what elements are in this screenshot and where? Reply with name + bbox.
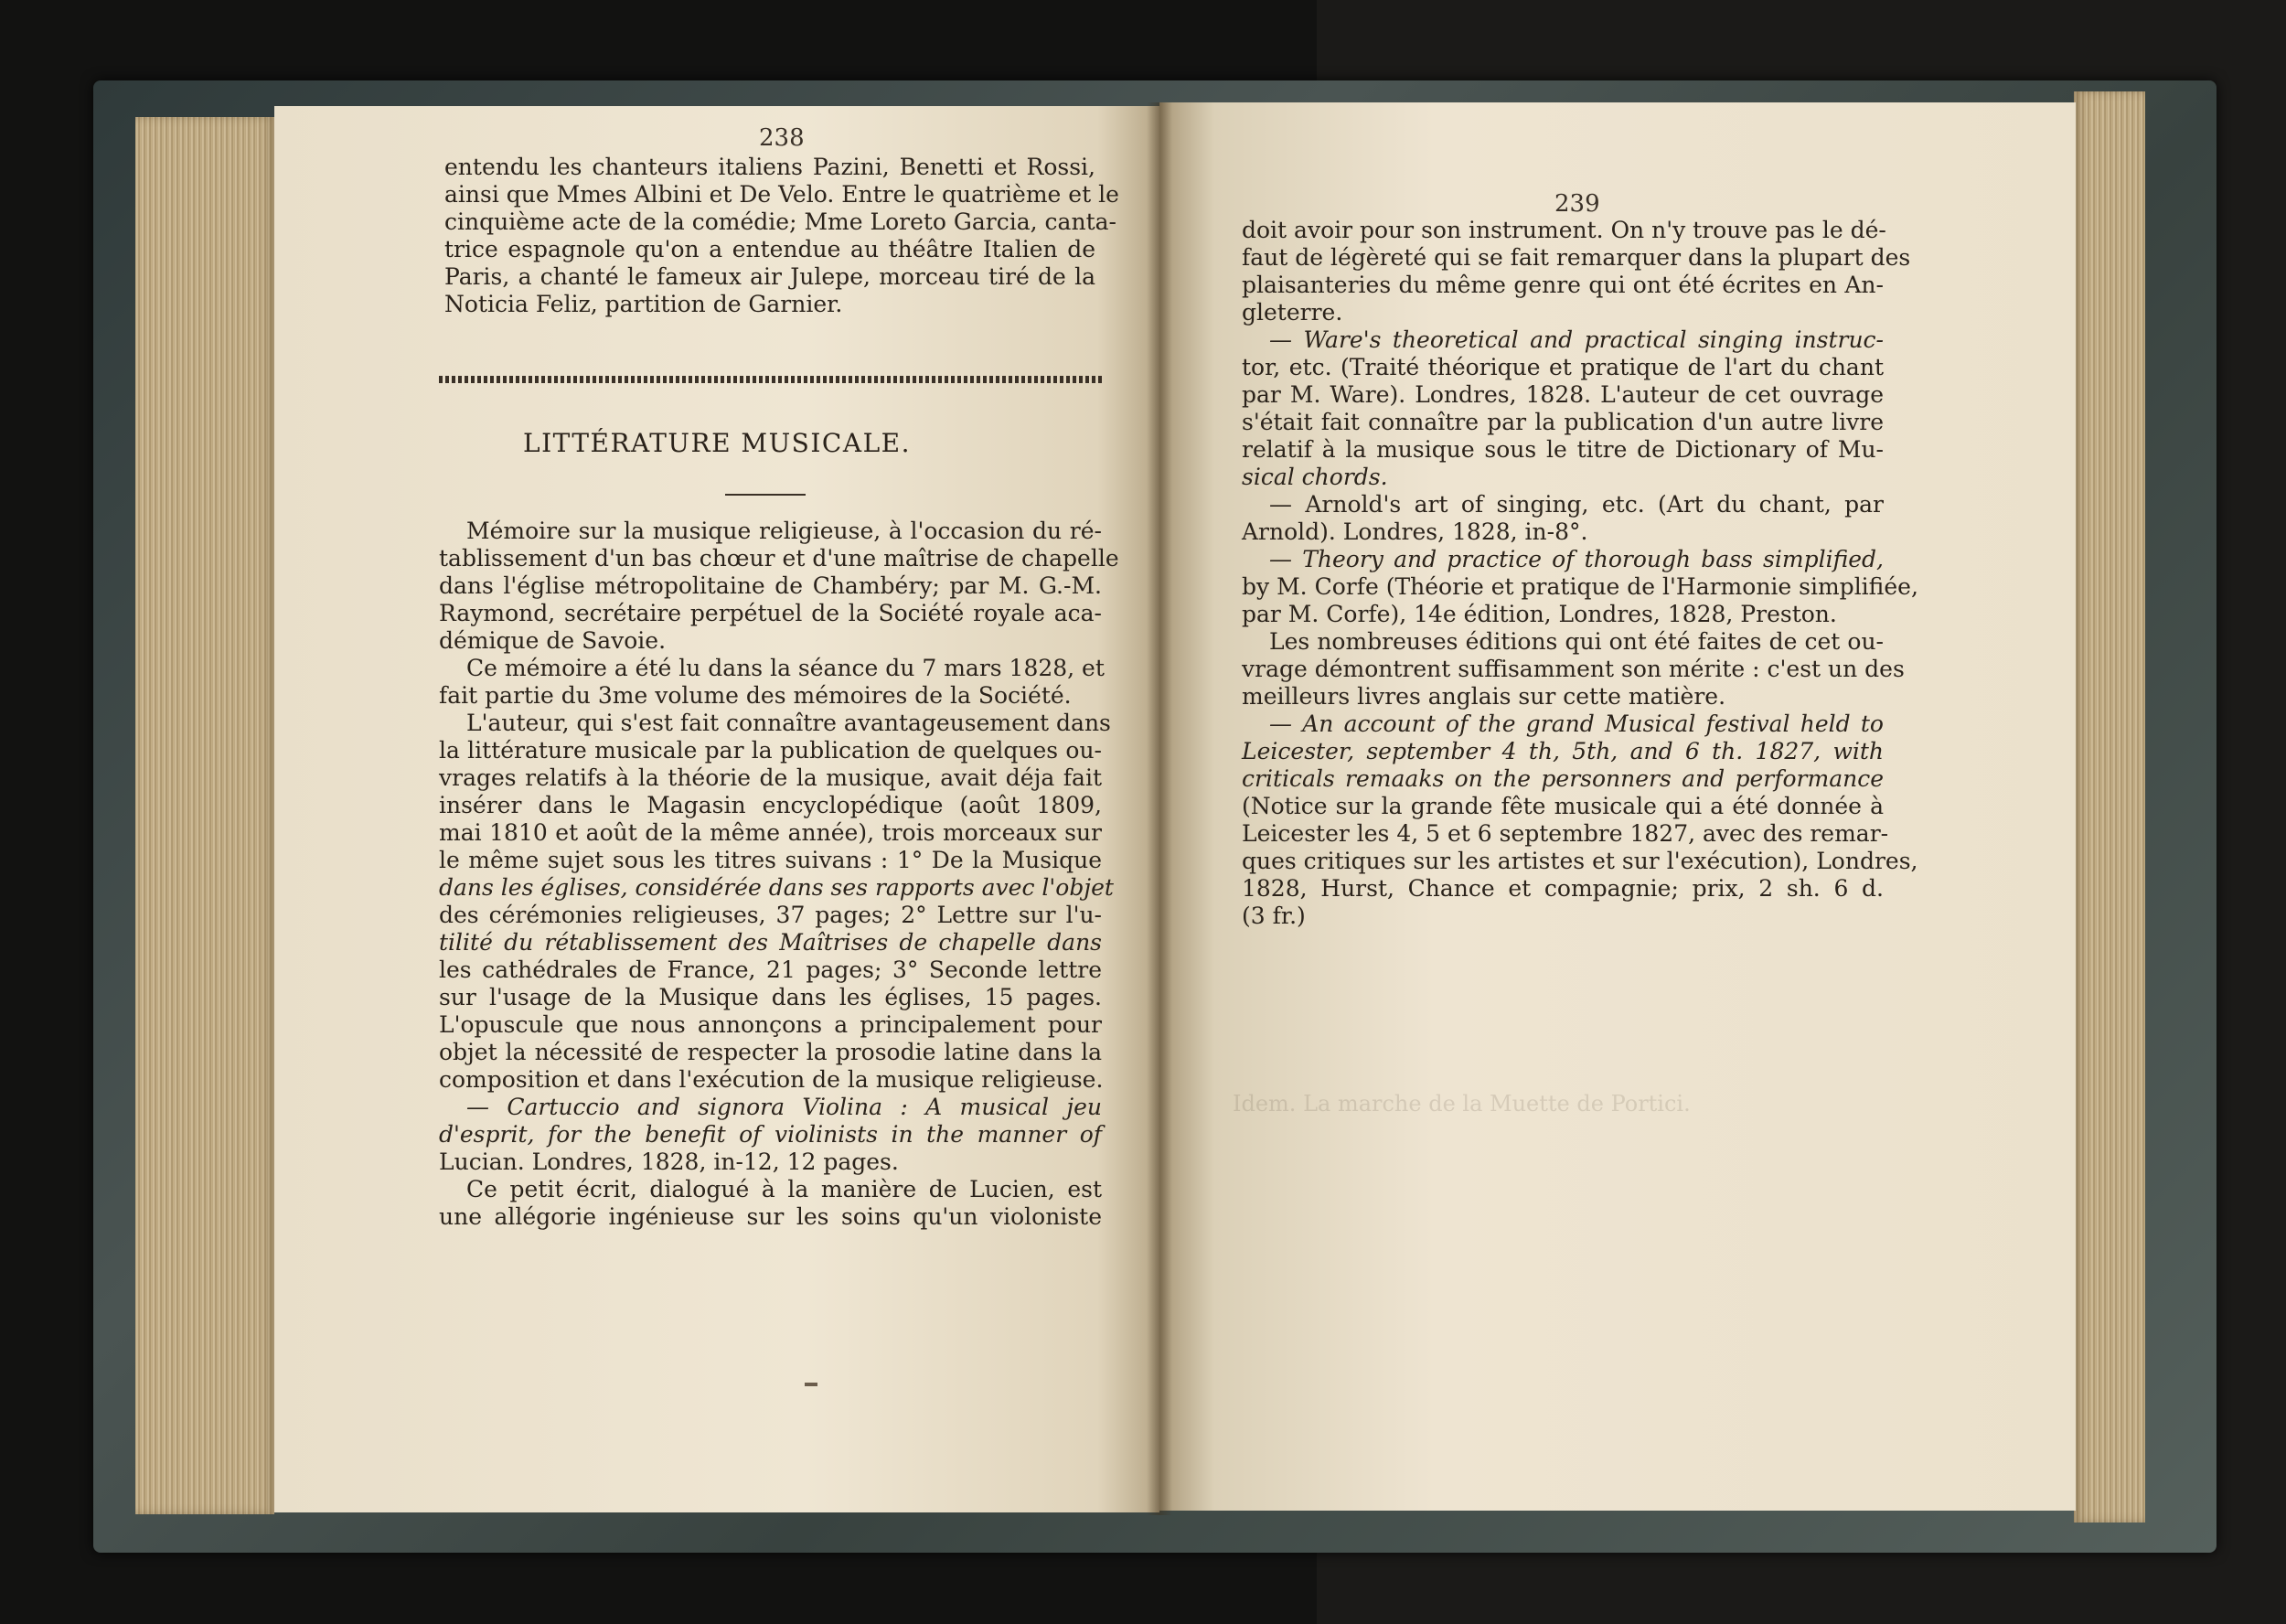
text-line: vrages relatifs à la théorie de la musique, avait déja fait [439, 764, 1102, 791]
text-line: meilleurs livres anglais sur cette matière. [1242, 683, 1726, 710]
text-line: les cathédrales de France, 21 pages; 3° Seconde lettre [439, 956, 1102, 983]
left-page-body [439, 518, 1119, 1231]
show-through-text: Idem. La marche de la Muette de Portici. [1233, 1091, 1691, 1116]
text-line: L'auteur, qui s'est fait connaître avantageusement dans [466, 710, 1111, 736]
book-gutter-shadow [1147, 102, 1172, 1515]
text-line: ainsi que Mmes Albini et De Velo. Entre le quatrième et le [444, 181, 1119, 208]
text-line: entendu les chanteurs italiens Pazini, Benetti et Rossi, [444, 154, 1095, 180]
text-line: objet la nécessité de respecter la prosodie latine dans la [439, 1039, 1102, 1065]
text-line: Raymond, secrétaire perpétuel de la Société royale aca- [439, 600, 1102, 626]
text-line: — Theory and practice of thorough bass simplified, [1269, 546, 1884, 572]
text-line: cinquième acte de la comédie; Mme Loreto Garcia, canta- [444, 208, 1116, 235]
right-page-edges [2074, 91, 2145, 1522]
text-line: la littérature musicale par la publication de quelques ou- [439, 737, 1102, 764]
text-line: des cérémonies religieuses, 37 pages; 2° Lettre sur l'u- [439, 902, 1102, 928]
left-page-top-paragraph [444, 154, 1119, 318]
text-line: Leicester les 4, 5 et 6 septembre 1827, avec des remar- [1242, 820, 1889, 847]
text-line: Leicester, september 4 th, 5th, and 6 th. 1827, with [1242, 738, 1884, 764]
text-line: criticals remaaks on the personners and performance [1242, 765, 1884, 792]
text-line: sical chords. [1242, 464, 1388, 490]
text-line: Paris, a chanté le fameux air Julepe, morceau tiré de la [444, 263, 1095, 290]
text-line: ques critiques sur les artistes et sur l'exécution), Londres, [1242, 848, 1918, 874]
right-page-number: 239 [1554, 190, 1600, 218]
text-line: — An account of the grand Musical festival held to [1269, 710, 1884, 737]
text-line: par M. Ware). Londres, 1828. L'auteur de cet ouvrage [1242, 381, 1884, 408]
text-line: Mémoire sur la musique religieuse, à l'occasion du ré- [466, 518, 1102, 544]
text-line: plaisanteries du même genre qui ont été écrites en An- [1242, 272, 1884, 298]
text-line: d'esprit, for the benefit of violinists in the manner of [439, 1121, 1102, 1148]
text-line: Noticia Feliz, partition de Garnier. [444, 291, 843, 317]
text-line: sur l'usage de la Musique dans les églises, 15 pages. [439, 984, 1102, 1010]
left-page-edges [135, 117, 274, 1514]
text-line: Arnold). Londres, 1828, in-8°. [1242, 518, 1588, 545]
text-line: faut de légèreté qui se fait remarquer dans la plupart des [1242, 244, 1911, 271]
text-line: insérer dans le Magasin encyclopédique (août 1809, [439, 792, 1102, 818]
text-line: L'opuscule que nous annonçons a principalement pour [439, 1011, 1102, 1038]
printer-mark [805, 1383, 817, 1386]
text-line: Lucian. Londres, 1828, in-12, 12 pages. [439, 1149, 899, 1175]
text-line: s'était fait connaître par la publication d'un autre livre [1242, 409, 1884, 435]
text-line: gleterre. [1242, 299, 1343, 326]
text-line: le même sujet sous les titres suivans : 1° De la Musique [439, 847, 1102, 873]
text-line: 1828, Hurst, Chance et compagnie; prix, 2 sh. 6 d. [1242, 875, 1884, 902]
text-line: dans les églises, considérée dans ses rapports avec l'objet [439, 874, 1114, 901]
text-line: démique de Savoie. [439, 627, 667, 654]
text-line: (3 fr.) [1242, 903, 1306, 929]
text-line: composition et dans l'exécution de la musique religieuse. [439, 1066, 1104, 1093]
text-line: — Ware's theoretical and practical singing instruc- [1269, 326, 1884, 353]
text-line: Ce mémoire a été lu dans la séance du 7 mars 1828, et [466, 655, 1105, 681]
section-divider-rule [439, 376, 1102, 383]
left-page-number: 238 [759, 124, 805, 152]
text-line: — Cartuccio and signora Violina : A musical jeu [466, 1094, 1102, 1120]
right-page-body [1242, 217, 1918, 930]
text-line: tablissement d'un bas chœur et d'une maîtrise de chapelle [439, 545, 1119, 572]
text-line: mai 1810 et août de la même année), trois morceaux sur [439, 819, 1102, 846]
text-line: par M. Corfe), 14e édition, Londres, 1828, Preston. [1242, 601, 1837, 627]
text-line: vrage démontrent suffisamment son mérite : c'est un des [1242, 656, 1905, 682]
text-line: relatif à la musique sous le titre de Dictionary of Mu- [1242, 436, 1884, 463]
section-heading: LITTÉRATURE MUSICALE. [522, 428, 912, 458]
text-line: tilité du rétablissement des Maîtrises de chapelle dans [439, 929, 1102, 956]
heading-underline [725, 494, 806, 496]
text-line: (Notice sur la grande fête musicale qui a été donnée à [1242, 793, 1884, 819]
text-line: by M. Corfe (Théorie et pratique de l'Harmonie simplifiée, [1242, 573, 1918, 600]
text-line: tor, etc. (Traité théorique et pratique de l'art du chant [1242, 354, 1884, 380]
text-line: trice espagnole qu'on a entendue au théâtre Italien de [444, 236, 1095, 262]
text-line: — Arnold's art of singing, etc. (Art du chant, par [1269, 491, 1884, 518]
text-line: une allégorie ingénieuse sur les soins qu'un violoniste [439, 1203, 1102, 1230]
left-page [274, 106, 1159, 1512]
text-line: doit avoir pour son instrument. On n'y trouve pas le dé- [1242, 217, 1886, 243]
text-line: Ce petit écrit, dialogué à la manière de Lucien, est [466, 1176, 1102, 1202]
text-line: fait partie du 3me volume des mémoires de la Société. [439, 682, 1072, 709]
text-line: dans l'église métropolitaine de Chambéry; par M. G.-M. [439, 572, 1102, 599]
right-page [1159, 102, 2076, 1511]
text-line: Les nombreuses éditions qui ont été faites de cet ou- [1269, 628, 1884, 655]
